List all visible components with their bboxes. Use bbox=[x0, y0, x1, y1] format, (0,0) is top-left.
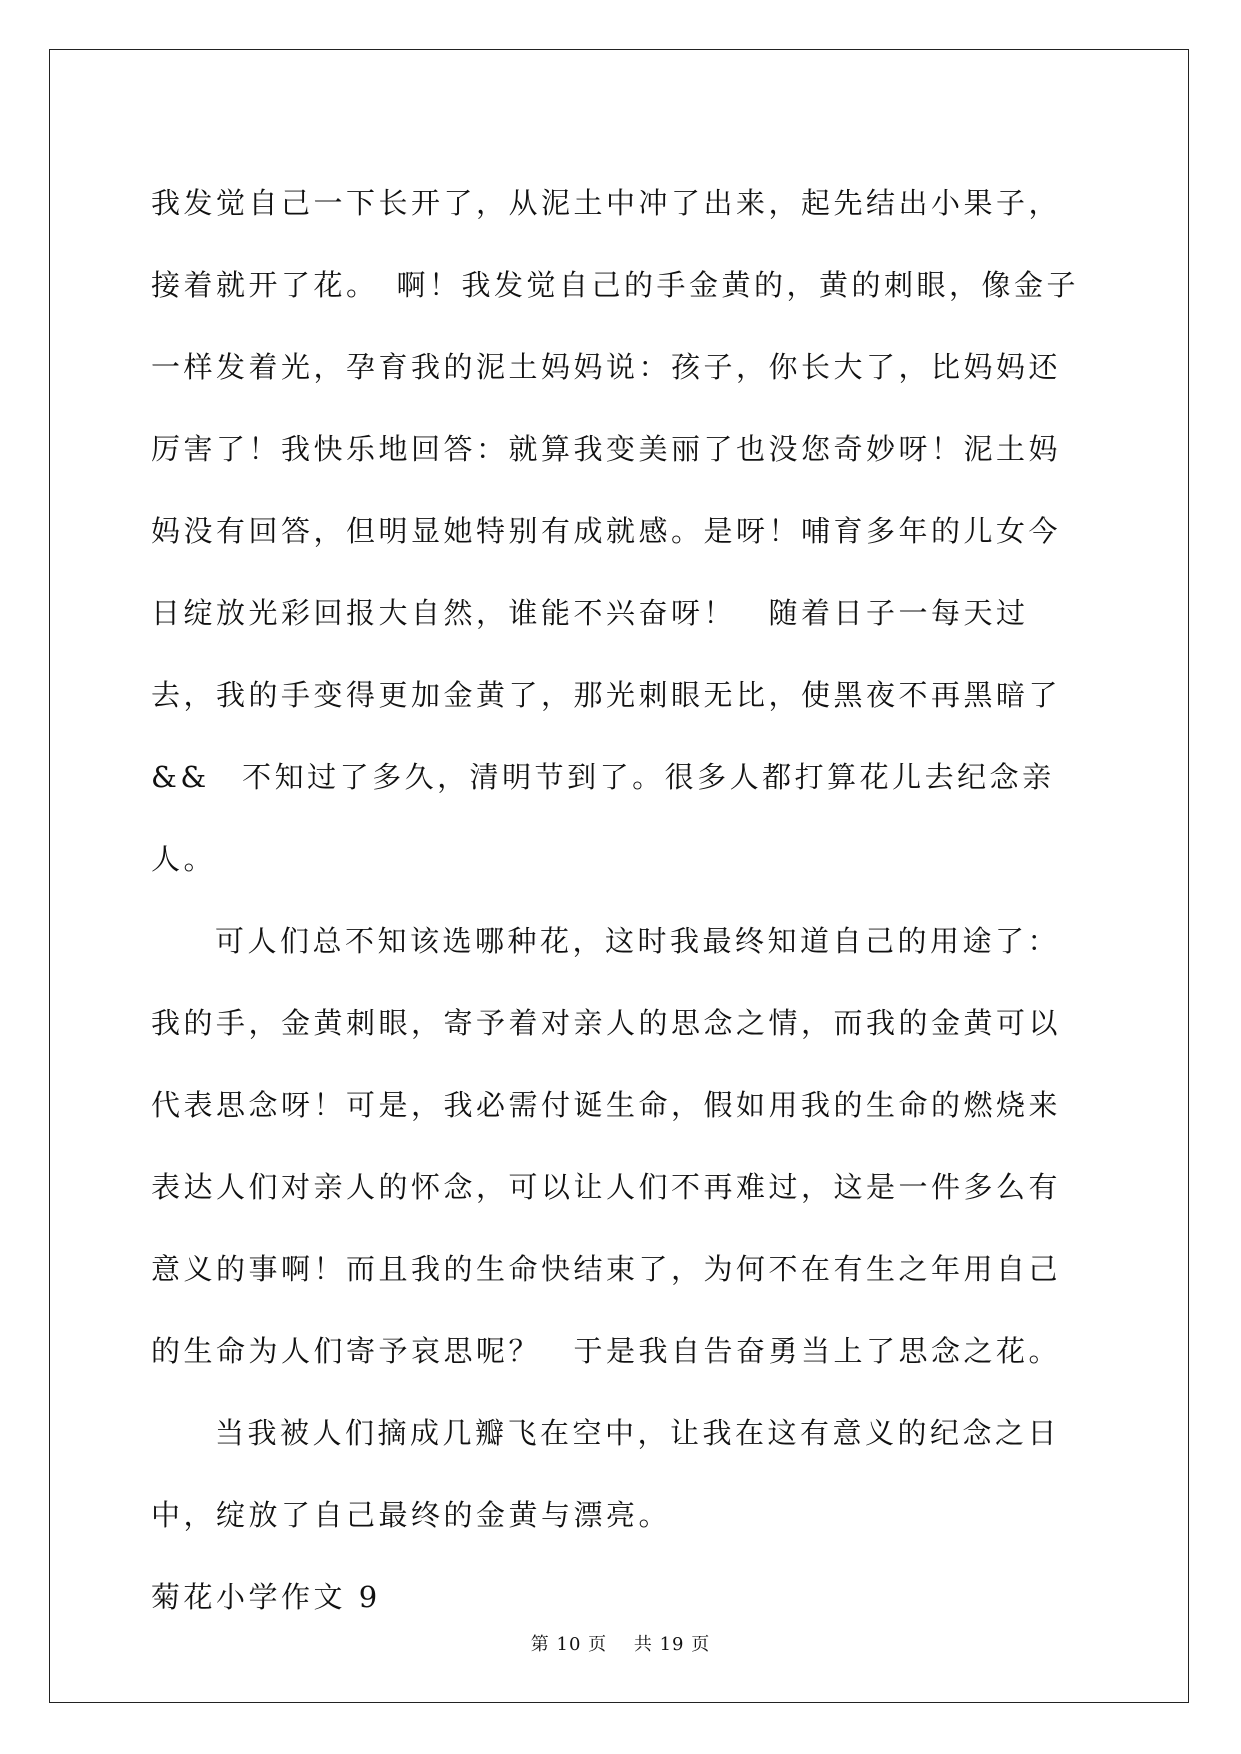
page-total: 共 19 页 bbox=[633, 1634, 711, 1655]
paragraph-3: 当我被人们摘成几瓣飞在空中，让我在这有意义的纪念之日中，绽放了自己最终的金黄与漂亮。 bbox=[151, 1416, 1061, 1532]
paragraph-1: 我发觉自己一下长开了，从泥土中冲了出来，起先结出小果子，接着就开了花。 啊！我发觉自己的手金黄的，黄的刺眼，像金子一样发着光，孕育我的泥土妈妈说：孩子，你长大了，比妈妈还厉害了！我快乐地回答：就算我变美丽了也没您奇妙呀！泥土妈妈没有回答，但明显她特别有成就感。是呀！哺育多年的儿女今日绽放光彩回报大自然，谁能不兴奋呀！ 随着日子一每天过去，我的手变得更加金黄了，那光刺眼无比，使黑夜不再黑暗了&& 不知过了多久，清明节到了。很多人都打算花儿去纪念亲人。 bbox=[151, 186, 1080, 876]
page-footer bbox=[0, 1630, 1241, 1656]
paragraph-2: 可人们总不知该选哪种花，这时我最终知道自己的用途了：我的手，金黄刺眼，寄予着对亲人的思念之情，而我的金黄可以代表思念呀！可是，我必需付诞生命，假如用我的生命的燃烧来表达人们对亲人的怀念，可以让人们不再难过，这是一件多么有意义的事啊！而且我的生命快结束了，为何不在有生之年用自己的生命为人们寄予哀思呢？ 于是我自告奋勇当上了思念之花。 bbox=[151, 924, 1062, 1368]
section-heading: 菊花小学作文 9 bbox=[151, 1580, 381, 1614]
document-body bbox=[151, 162, 1091, 1638]
page-number: 第 10 页 bbox=[530, 1634, 608, 1655]
